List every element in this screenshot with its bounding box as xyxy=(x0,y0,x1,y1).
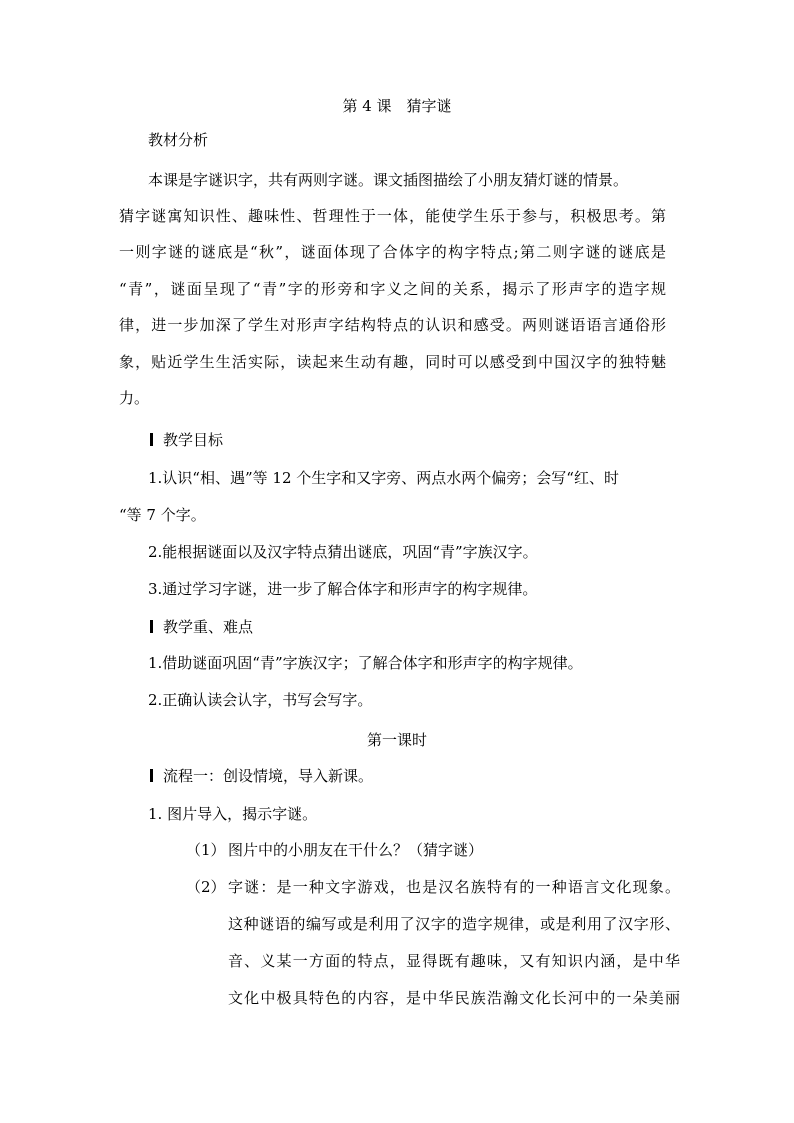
material-paragraph-line: 一则字谜的谜底是“秋”，谜面体现了合体字的构字特点;第二则字谜的谜底是 xyxy=(119,243,666,261)
section-heading-goals-text: 教学目标 xyxy=(163,431,224,449)
material-paragraph-line: 象，贴近学生生活实际，读起来生动有趣，同时可以感受到中国汉字的独特魅 xyxy=(119,353,666,371)
sub-item-2-line: 文化中极具特色的内容，是中华民族浩瀚文化长河中的一朵美丽 xyxy=(228,989,680,1007)
sub-item-2-number: （2） xyxy=(186,878,226,896)
bullet-marker xyxy=(150,620,153,633)
sub-item-2-line: 这种谜语的编写或是利用了汉字的造字规律，或是利用了汉字形、 xyxy=(228,915,680,933)
material-paragraph-line: 猜字谜寓知识性、趣味性、哲理性于一体，能使学生乐于参与，积极思考。第 xyxy=(119,207,666,225)
goal-item-2: 2.能根据谜面以及汉字特点猜出谜底，巩固“青”字族汉字。 xyxy=(148,543,538,561)
sub-item-1-number: （1） xyxy=(186,841,226,859)
bullet-marker xyxy=(150,433,153,446)
sub-item-2-line: 字谜：是一种文字游戏，也是汉名族特有的一种语言文化现象。 xyxy=(228,878,680,896)
sub-item-1-text: 图片中的小朋友在干什么？（猜字谜） xyxy=(228,841,484,859)
key-item-2: 2.正确认读会认字，书写会写字。 xyxy=(148,691,373,709)
process-heading-text: 流程一：创设情境，导入新课。 xyxy=(163,767,374,785)
material-paragraph-line: 律，进一步加深了学生对形声字结构特点的认识和感受。两则谜语语言通俗形 xyxy=(119,316,666,334)
bullet-marker xyxy=(150,769,153,782)
lesson-heading: 第一课时 xyxy=(366,731,427,749)
material-paragraph-line: “青”，谜面呈现了“青”字的形旁和字义之间的关系，揭示了形声字的造字规 xyxy=(119,280,666,298)
material-paragraph-line: 力。 xyxy=(119,389,150,407)
goal-item-1-line-2: “等 7 个字。 xyxy=(119,506,206,524)
key-item-1: 1.借助谜面巩固“青”字族汉字；了解合体字和形声字的构字规律。 xyxy=(148,654,583,672)
section-heading-material: 教材分析 xyxy=(148,131,209,149)
section-heading-keys-text: 教学重、难点 xyxy=(163,618,254,636)
material-paragraph-line: 本课是字谜识字，共有两则字谜。课文插图描绘了小朋友猜灯谜的情景。 xyxy=(148,171,629,189)
page-title: 第 4 课 猜字谜 xyxy=(342,97,452,115)
process-step-1: 1. 图片导入，揭示字谜。 xyxy=(148,805,318,823)
section-heading-keys xyxy=(150,617,253,637)
sub-item-2-line: 音、义某一方面的特点，显得既有趣味，又有知识内涵，是中华 xyxy=(228,952,680,970)
process-heading xyxy=(150,766,373,786)
section-heading-goals xyxy=(150,430,223,450)
goal-item-1-line-1: 1.认识“相、遇”等 12 个生字和又字旁、两点水两个偏旁；会写“红、时 xyxy=(148,469,619,487)
goal-item-3: 3.通过学习字谜，进一步了解合体字和形声字的构字规律。 xyxy=(148,580,538,598)
